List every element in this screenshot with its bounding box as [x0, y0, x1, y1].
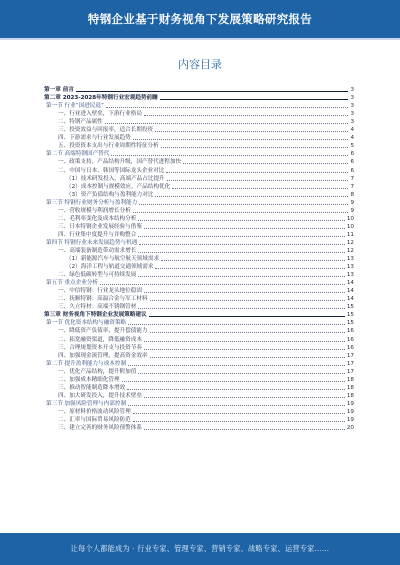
toc-leader-dots — [161, 260, 345, 261]
toc-entry-page: 9 — [350, 207, 354, 214]
toc-entry-label: 一、行业进入壁垒，下游行业格局 — [58, 111, 142, 118]
toc-leader-dots — [128, 324, 345, 325]
footer-slogan: 让每个人都能成为 · 行业专家、管理专家、营销专家、战略专家、运营专家…… — [70, 544, 330, 553]
toc-entry-page: 6 — [350, 159, 354, 166]
toc-entry[interactable] — [44, 150, 354, 158]
toc-entry[interactable] — [44, 110, 354, 118]
toc-entry-page: 13 — [346, 264, 354, 271]
toc-entry[interactable] — [44, 166, 354, 174]
toc-leader-dots — [133, 421, 345, 422]
toc-leader-dots — [138, 220, 345, 221]
toc-entry-label: 三、日本特钢企业发展经验与借鉴 — [58, 223, 142, 230]
toc-entry-label: 二、汇率与国际贸易风险防范 — [58, 416, 131, 423]
toc-leader-dots — [105, 123, 349, 124]
toc-leader-dots — [144, 292, 345, 293]
toc-leader-dots — [155, 196, 348, 197]
toc-entry-page: 5 — [350, 143, 354, 150]
toc-entry-label: 第三章 财务视角下特钢企业发展策略建议 — [44, 312, 147, 319]
toc-leader-dots — [76, 91, 349, 92]
toc-entry-label: 第四节 特钢行业未来发展趋势与机遇 — [46, 239, 138, 246]
footer-bar — [0, 533, 400, 565]
toc-entry-page: 16 — [346, 328, 354, 335]
toc-entry-page: 7 — [350, 175, 354, 182]
toc-entry[interactable] — [44, 319, 354, 327]
toc-entry[interactable] — [44, 215, 354, 223]
toc-entry[interactable] — [44, 118, 354, 126]
toc-entry-page: 18 — [346, 392, 354, 399]
toc-entry-page: 3 — [350, 87, 354, 94]
toc-entry-page: 17 — [346, 368, 354, 375]
toc-entry[interactable] — [44, 223, 354, 231]
toc-entry-page: 9 — [350, 199, 354, 206]
header-divider — [0, 38, 400, 40]
toc-entry-page: 15 — [346, 320, 354, 327]
toc-leader-dots — [144, 397, 345, 398]
toc-entry-page: 14 — [346, 296, 354, 303]
toc-entry-label: 第三节 加强风险管理与内部控制 — [46, 400, 127, 407]
toc-entry-label: 一、优化产品结构，提升附加值 — [58, 368, 137, 375]
toc-leader-dots — [172, 188, 348, 189]
toc-entry-page: 19 — [346, 400, 354, 407]
toc-leader-dots — [166, 172, 348, 173]
toc-entry[interactable] — [44, 271, 354, 279]
toc-heading: 内容目录 — [178, 58, 222, 71]
toc-leader-dots — [138, 308, 345, 309]
toc-entry[interactable] — [44, 327, 354, 335]
toc-entry[interactable] — [44, 352, 354, 360]
toc-leader-dots — [138, 252, 345, 253]
toc-entry[interactable] — [44, 126, 354, 134]
toc-entry-page: 15 — [346, 312, 354, 319]
toc-entry-page: 15 — [346, 304, 354, 311]
toc-entry-label: 三、建立完善的财务风险预警体系 — [58, 425, 142, 432]
toc-leader-dots — [150, 332, 345, 333]
toc-entry-page: 7 — [350, 183, 354, 190]
toc-leader-dots — [155, 131, 348, 132]
toc-leader-dots — [127, 389, 345, 390]
toc-entry-label: 二、中国与日本、韩国等国际龙头企业对比 — [58, 167, 165, 174]
toc-entry-label: 四、行业集中度提升与并购整合 — [58, 231, 137, 238]
toc-entry-label: 四、加大研发投入，提升技术壁垒 — [58, 392, 142, 399]
toc-entry-label: 一、降低资产负债率，提升偿债能力 — [58, 328, 148, 335]
toc-leader-dots — [139, 244, 345, 245]
toc-entry[interactable] — [44, 424, 354, 432]
toc-entry[interactable] — [44, 158, 354, 166]
toc-entry-label: 五、投资资本支出与行业周期性特征分析 — [58, 143, 159, 150]
toc-entry-label: 一、政策支持，产品结构升级，国产替代进程加快 — [58, 159, 182, 166]
toc-entry[interactable] — [44, 231, 354, 239]
toc-entry[interactable] — [44, 400, 354, 408]
toc-leader-dots — [138, 373, 345, 374]
toc-leader-dots — [128, 405, 345, 406]
toc-entry-page: 6 — [350, 151, 354, 158]
toc-entry-label: 第一章 前言 — [44, 87, 74, 94]
toc-entry-page: 18 — [346, 384, 354, 391]
toc-leader-dots — [183, 163, 348, 164]
toc-entry-page: 12 — [346, 239, 354, 246]
toc-entry-label: 第一节 行业“国进民退” — [46, 103, 104, 110]
toc-entry[interactable] — [44, 416, 354, 424]
toc-entry[interactable] — [44, 134, 354, 142]
toc-leader-dots — [150, 357, 345, 358]
toc-entry-page: 11 — [346, 231, 354, 238]
toc-entry[interactable] — [44, 279, 354, 287]
toc-leader-dots — [138, 276, 345, 277]
toc-entry-label: 一、中信特钢：行业龙头地位稳固 — [58, 288, 142, 295]
toc-entry-label: 一、营收规模与利润增长分析 — [58, 207, 131, 214]
toc-entry[interactable] — [44, 175, 354, 183]
toc-entry[interactable] — [44, 207, 354, 215]
toc-leader-dots — [122, 381, 345, 382]
toc-entry[interactable] — [44, 287, 354, 295]
toc-leader-dots — [111, 155, 348, 156]
toc-leader-dots — [155, 268, 344, 269]
toc-entry-page: 10 — [346, 215, 354, 222]
toc-entry-page: 17 — [346, 360, 354, 367]
toc-leader-dots — [144, 228, 345, 229]
toc-entry-label: 三、久立特材：高端不锈钢管材 — [58, 304, 137, 311]
toc-entry-label: 二、加强成本精细化管理 — [58, 376, 120, 383]
toc-entry[interactable] — [44, 247, 354, 255]
toc-entry-page: 3 — [350, 119, 354, 126]
toc-entry[interactable] — [44, 191, 354, 199]
toc-entry-label: （3）资产负债结构与盈利能力对比 — [66, 191, 154, 198]
toc-entry[interactable] — [44, 239, 354, 247]
toc-entry[interactable] — [44, 408, 354, 416]
toc-entry[interactable] — [44, 344, 354, 352]
toc-entry-label: 二、绿色低碳转型与可持续发展 — [58, 272, 137, 279]
toc-entry[interactable] — [44, 335, 354, 343]
toc-entry-label: 第五节 重点企业分析 — [46, 280, 99, 287]
report-title: 特钢企业基于财务视角下发展策略研究报告 — [87, 12, 313, 26]
toc-leader-dots — [144, 341, 345, 342]
toc-leader-dots — [128, 365, 345, 366]
toc-entry[interactable] — [44, 384, 354, 392]
toc-entry[interactable] — [44, 102, 354, 110]
toc-entry-label: （2）海洋工程与轨道交通领域需求 — [66, 264, 154, 271]
toc-entry[interactable] — [44, 263, 354, 271]
toc-leader-dots — [167, 180, 349, 181]
toc-leader-dots — [144, 349, 345, 350]
toc-entry-page: 4 — [350, 135, 354, 142]
toc-entry-page: 10 — [346, 223, 354, 230]
toc-leader-dots — [161, 147, 349, 148]
toc-leader-dots — [133, 139, 349, 140]
toc-entry-label: 一、原材料价格波动风险管理 — [58, 408, 131, 415]
toc-entry[interactable] — [44, 199, 354, 207]
toc-entry[interactable] — [44, 183, 354, 191]
toc-entry-page: 6 — [350, 167, 354, 174]
toc-entry-label: 第二章 2023-2028年特钢行业宏观趋势前瞻 — [44, 95, 158, 102]
toc-entry[interactable] — [44, 368, 354, 376]
toc-leader-dots — [160, 99, 349, 100]
toc-entry[interactable] — [44, 86, 354, 94]
toc-entry-label: 第一节 优化资本结构与融资策略 — [46, 320, 127, 327]
toc-leader-dots — [138, 236, 345, 237]
toc-entry[interactable] — [44, 311, 354, 319]
toc-leader-dots — [133, 413, 345, 414]
toc-entry-label: 三、投资效益与回报率，适合长期投资 — [58, 127, 154, 134]
table-of-contents — [44, 86, 354, 432]
toc-entry[interactable] — [44, 142, 354, 150]
toc-entry-label: 第二节 提升盈利能力与成本控制 — [46, 360, 127, 367]
toc-entry[interactable] — [44, 392, 354, 400]
toc-entry-label: （1）新能源汽车与航空航天领域需求 — [66, 256, 160, 263]
toc-leader-dots — [144, 429, 345, 430]
toc-entry[interactable] — [44, 376, 354, 384]
toc-leader-dots — [150, 300, 345, 301]
toc-entry-page: 20 — [346, 425, 354, 432]
toc-entry-page: 4 — [350, 127, 354, 134]
toc-entry-label: 第二节 高端特钢国产替代 — [46, 151, 110, 158]
toc-leader-dots — [144, 115, 349, 116]
toc-entry[interactable] — [44, 94, 354, 102]
toc-leader-dots — [133, 212, 349, 213]
toc-entry-page: 3 — [350, 103, 354, 110]
toc-entry-page: 16 — [346, 344, 354, 351]
toc-entry-page: 3 — [350, 95, 354, 102]
toc-entry-label: 二、抚顺特钢：高温合金与军工材料 — [58, 296, 148, 303]
toc-entry-label: 二、毛利率变化及成本结构分析 — [58, 215, 137, 222]
toc-entry-label: 二、特钢产品属性 — [58, 119, 103, 126]
toc-leader-dots — [139, 204, 348, 205]
header-bar — [0, 0, 400, 38]
toc-entry-page: 17 — [346, 352, 354, 359]
toc-entry-label: （2）成本控制与规模效应，产品结构优化 — [66, 183, 171, 190]
toc-entry[interactable] — [44, 255, 354, 263]
toc-entry[interactable] — [44, 295, 354, 303]
toc-leader-dots — [100, 284, 345, 285]
toc-entry-label: 四、加强现金流管理，提高资金效率 — [58, 352, 148, 359]
toc-entry-page: 13 — [346, 272, 354, 279]
toc-entry-label: （1）技术研发投入，高端产品占比提升 — [66, 175, 165, 182]
toc-entry-page: 18 — [346, 376, 354, 383]
toc-entry-label: 二、拓宽融资渠道，降低融资成本 — [58, 336, 142, 343]
toc-entry-page: 14 — [346, 280, 354, 287]
toc-entry[interactable] — [44, 360, 354, 368]
toc-entry-label: 三、推动智能制造降本增效 — [58, 384, 126, 391]
toc-entry-page: 19 — [346, 408, 354, 415]
toc-entry-label: 四、下游需求与行业发展趋势 — [58, 135, 131, 142]
toc-entry-page: 14 — [346, 288, 354, 295]
toc-entry-label: 一、高端装备制造带动需求增长 — [58, 247, 137, 254]
toc-entry-page: 16 — [346, 336, 354, 343]
toc-entry-page: 19 — [346, 416, 354, 423]
toc-entry-page: 13 — [346, 256, 354, 263]
toc-entry-page: 8 — [350, 191, 354, 198]
toc-leader-dots — [149, 316, 345, 317]
toc-entry-page: 12 — [346, 247, 354, 254]
toc-entry-page: 3 — [350, 111, 354, 118]
toc-leader-dots — [106, 107, 349, 108]
toc-entry[interactable] — [44, 303, 354, 311]
toc-entry-label: 第三节 特钢行业财务分析与盈利能力 — [46, 199, 138, 206]
toc-entry-label: 三、合理规划资本开支与投资节奏 — [58, 344, 142, 351]
